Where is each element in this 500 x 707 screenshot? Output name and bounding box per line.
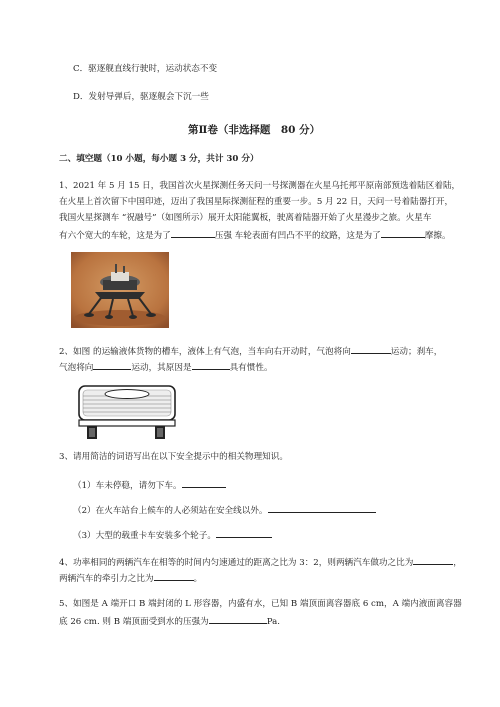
q4-line2-b: 。 <box>193 574 203 584</box>
q2-line1-a: 2、如图 的运输液体货物的槽车，液体上有气泡，当车向右开动时，气泡将向 <box>59 347 351 357</box>
q1-line4-a: 有六个宽大的车轮，这是为了 <box>59 231 171 241</box>
q1-line4 <box>59 228 451 242</box>
q3-item2 <box>73 503 376 517</box>
answer-blank[interactable] <box>182 478 226 488</box>
answer-blank[interactable] <box>216 528 272 538</box>
q3-item3-text: （3）大型的载重卡车安装多个轮子。 <box>73 531 216 541</box>
q4-line1-b: ， <box>453 558 462 568</box>
q3-intro: 3、请用简洁的词语写出在以下安全提示中的相关物理知识。 <box>59 452 288 462</box>
answer-blank[interactable] <box>351 344 391 354</box>
q2-line2 <box>59 360 273 374</box>
q1-line4-b: 压强 车轮表面有凹凸不平的纹路，这是为了 <box>214 231 381 241</box>
q5-line2 <box>59 614 280 628</box>
q3-item1-text: （1）车未停稳，请勿下车。 <box>73 481 182 491</box>
q1-line1: 1、2021 年 5 月 15 日，我国首次火星探测任务天问一号探测器在火星乌托邦平原南部预选着陆区着陆， <box>59 181 461 191</box>
answer-blank[interactable] <box>171 228 215 238</box>
q4-line1-a: 4、功率相同的两辆汽车在相等的时间内匀速通过的距离之比为 3：2，则两辆汽车做功之比为 <box>59 558 414 568</box>
tank-truck-diagram <box>75 382 179 442</box>
q5-line1: 5、如图是 A 端开口 B 端封闭的 L 形容器，内盛有水，已知 B 端顶面离容器底 6 cm，A 端内液面离容器 <box>59 599 462 609</box>
option-c: C．驱逐舰直线行驶时，运动状态不变 <box>73 64 218 74</box>
q4-line2 <box>59 571 202 585</box>
q5-line2-b: Pa. <box>266 617 280 627</box>
section-title: 第Ⅱ卷（非选择题 80 分） <box>188 124 321 136</box>
answer-blank[interactable] <box>154 571 194 581</box>
q3-item2-text: （2）在火车站台上候车的人必须站在安全线以外。 <box>73 506 268 516</box>
answer-blank[interactable] <box>209 614 267 624</box>
q2-line1-b: 运动；刹车， <box>390 347 443 357</box>
q2-line2-a: 气泡将向 <box>59 363 94 373</box>
q3-item1 <box>73 478 226 492</box>
answer-blank[interactable] <box>192 360 230 370</box>
mars-rover-photo <box>71 252 169 328</box>
q1-line2: 在火星上首次留下中国印迹，迈出了我国星际探测征程的重要一步。5 月 22 日，天问一号着陆器打开， <box>59 197 454 207</box>
q4-line1 <box>59 555 462 569</box>
bubble <box>105 390 149 399</box>
q1-line4-c: 摩擦。 <box>424 231 451 241</box>
q2-line2-b: 运动，其原因是 <box>131 363 192 373</box>
answer-blank[interactable] <box>413 555 453 565</box>
q1-line3: 我国火星探测车 “祝融号”（如图所示）展开太阳能翼板，驶离着陆器开始了火星漫步之旅。火星车 <box>59 213 432 223</box>
q3-item3 <box>73 528 272 542</box>
answer-blank[interactable] <box>381 228 425 238</box>
q4-line2-a: 两辆汽车的牵引力之比为 <box>59 574 154 584</box>
answer-blank[interactable] <box>268 503 376 513</box>
q5-line2-a: 底 26 cm. 则 B 端顶面受到水的压强为 <box>59 617 209 627</box>
q2-line2-c: 具有惯性。 <box>229 363 273 373</box>
q2-line1 <box>59 344 442 358</box>
answer-blank[interactable] <box>93 360 131 370</box>
section-subtitle: 二、填空题（10 小题，每小题 3 分，共计 30 分） <box>59 154 259 164</box>
option-d: D．发射导弹后，驱逐舰会下沉一些 <box>73 92 209 102</box>
